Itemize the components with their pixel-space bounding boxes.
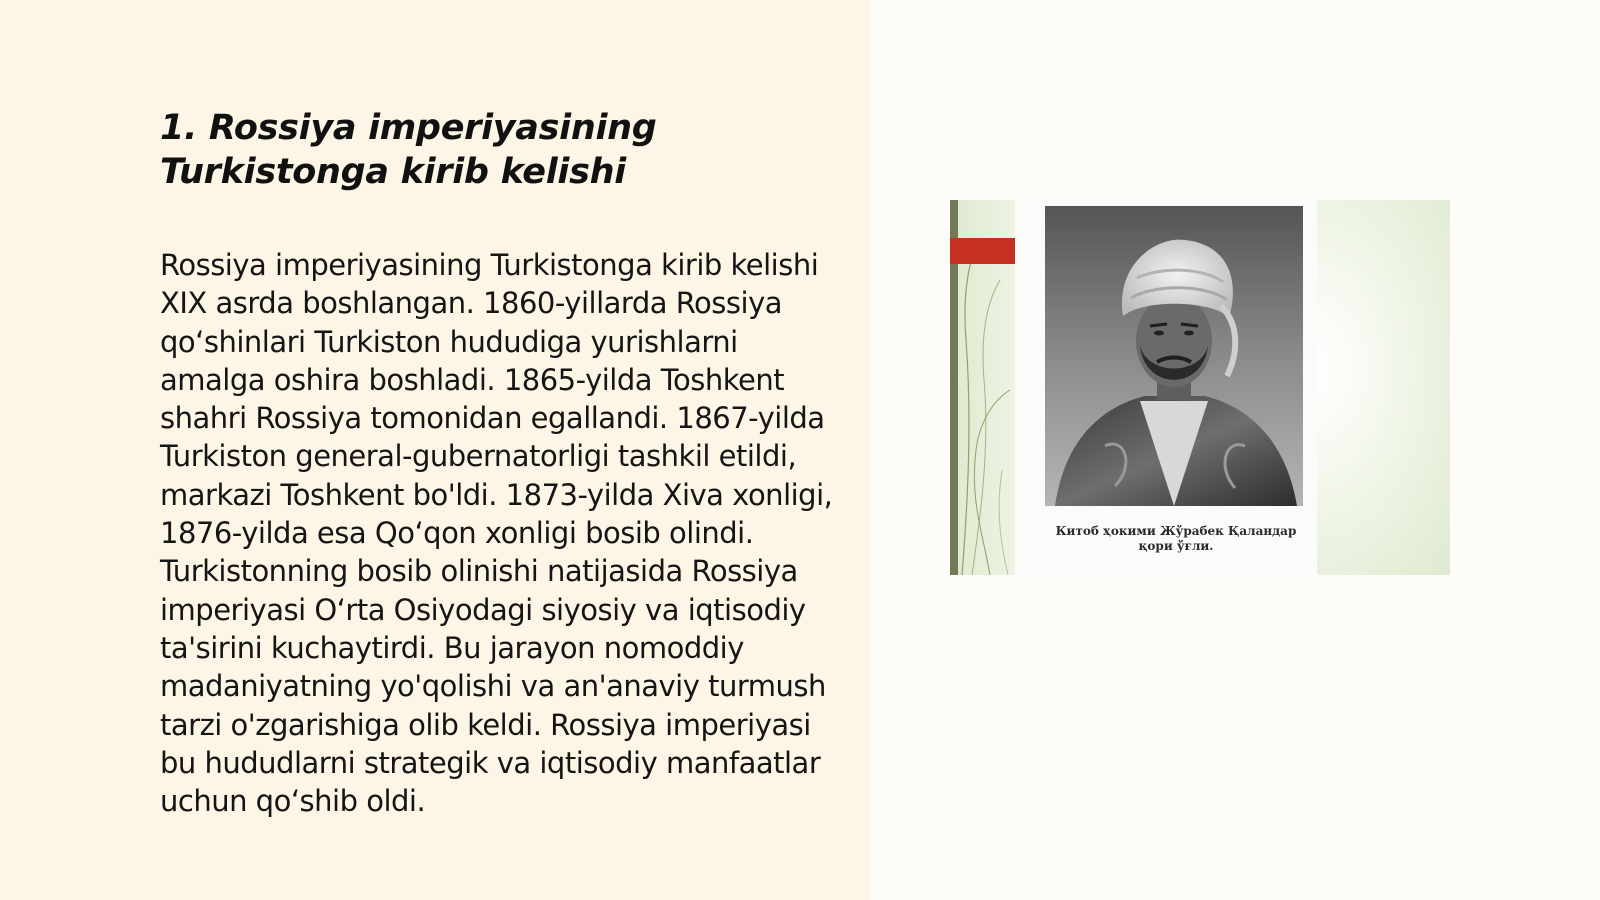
portrait-figure bbox=[950, 200, 1450, 575]
figure-caption-line-1: Китоб ҳокими Жўрабек Қаландар bbox=[1055, 524, 1297, 538]
slide-body-text: Rossiya imperiyasining Turkistonga kirib kelishi XIX asrda boshlangan. 1860-yillarda Rossiya qo‘shinlari Turkiston hududiga yurishlarni amalga oshira boshladi. 1865-yilda Toshkent shahri Rossiya tomonidan egallandi. 1867-yilda Turkiston general-gubernatorligi tashkil etildi, markazi Toshkent bo'ldi. 1873-yilda Xiva xonligi, 1876-yilda esa Qo‘qon xonligi bosib olindi. Turkistonning bosib olinishi natijasida Rossiya imperiyasi O‘rta Osiyodagi siyosiy va iqtisodiy ta'sirini kuchaytirdi. Bu jarayon nomoddiy madaniyatning yo'qolishi va an'anaviy turmush tarzi o'zgarishiga olib keldi. Rossiya imperiyasi bu hududlarni strategik va iqtisodiy manfaatlar uchun qo‘shib oldi. bbox=[160, 248, 833, 819]
slide-title: 1. Rossiya imperiyasining Turkistonga kirib kelishi bbox=[160, 108, 657, 192]
figure-right-band bbox=[1317, 200, 1450, 575]
figure-caption-line-2: қори ўғли. bbox=[1138, 539, 1214, 553]
portrait-photo bbox=[1045, 206, 1303, 506]
figure-red-tab bbox=[950, 238, 1015, 264]
figure-caption bbox=[1045, 524, 1307, 554]
